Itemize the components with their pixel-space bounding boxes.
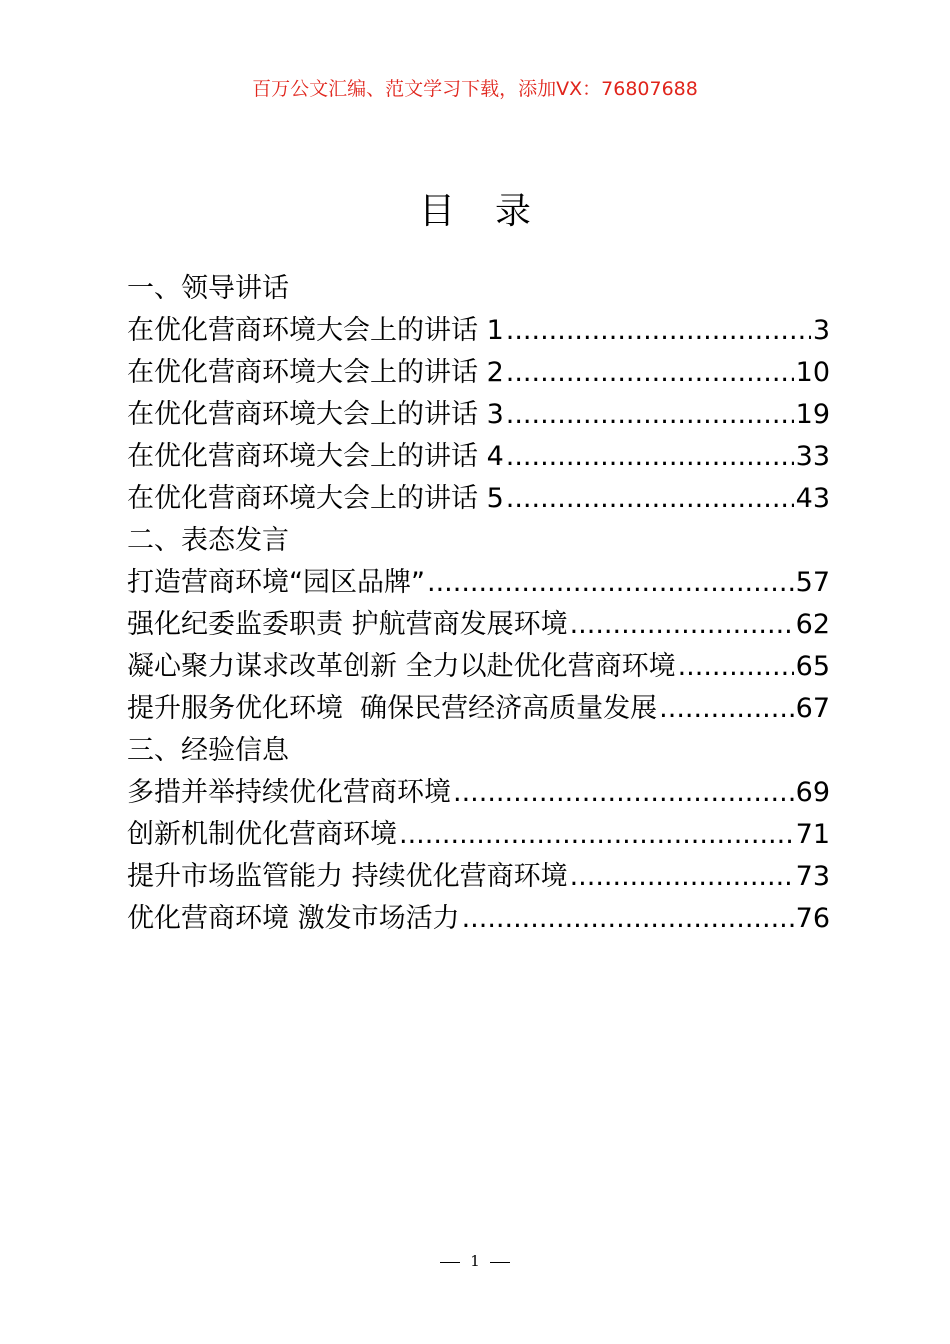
dot-leader [659,688,793,730]
toc-entry-label: 强化纪委监委职责 护航营商发展环境 [127,609,568,640]
toc-entry-page: 71 [795,819,830,850]
toc-entry-page: 57 [795,567,830,598]
toc-entry-page: 43 [795,483,830,514]
dot-leader [427,562,794,604]
dot-leader [678,646,794,688]
toc-entry[interactable] [127,436,830,478]
dot-leader [399,814,794,856]
toc-entry[interactable] [127,688,830,730]
toc-entry-page: 3 [812,315,830,346]
footer-page-number: 1 [470,1252,480,1270]
toc-entry[interactable] [127,898,830,940]
toc-entry-label: 提升服务优化环境 确保民营经济高质量发展 [127,693,658,724]
toc-entry-label: 提升市场监管能力 持续优化营商环境 [127,861,568,892]
toc-entry[interactable] [127,394,830,436]
toc-entry-page: 73 [795,861,830,892]
table-of-contents [127,268,830,940]
footer-dash-right [490,1262,510,1263]
section-heading: 一、领导讲话 [127,273,289,304]
toc-entry-label: 凝心聚力谋求改革创新 全力以赴优化营商环境 [127,651,676,682]
footer-dash-left [440,1262,460,1263]
toc-entry-label: 在优化营商环境大会上的讲话 1 [127,315,504,346]
toc-entry[interactable] [127,310,830,352]
toc-entry[interactable] [127,352,830,394]
toc-entry-label: 优化营商环境 激发市场活力 [127,903,460,934]
toc-entry-label: 在优化营商环境大会上的讲话 3 [127,399,504,430]
toc-entry[interactable] [127,478,830,520]
toc-entry-page: 33 [795,441,830,472]
dot-leader [570,856,794,898]
header-notice: 百万公文汇编、范文学习下载，添加VX：76807688 [252,78,698,100]
toc-entry[interactable] [127,604,830,646]
toc-entry[interactable] [127,814,830,856]
toc-entry-label: 创新机制优化营商环境 [127,819,397,850]
page-footer [0,1252,950,1270]
toc-entry[interactable] [127,646,830,688]
toc-entry-page: 76 [795,903,830,934]
page-title: 目录 [418,191,571,232]
toc-entry-page: 69 [795,777,830,808]
toc-entry[interactable] [127,562,830,604]
toc-entry-page: 67 [795,693,830,724]
dot-leader [506,478,794,520]
section-heading: 二、表态发言 [127,525,289,556]
dot-leader [506,352,794,394]
dot-leader [506,436,794,478]
toc-entry[interactable] [127,772,830,814]
toc-entry-page: 65 [795,651,830,682]
dot-leader [462,898,794,940]
toc-entry-page: 19 [795,399,830,430]
toc-entry-page: 10 [795,357,830,388]
dot-leader [506,394,794,436]
toc-entry-label: 多措并举持续优化营商环境 [127,777,451,808]
toc-entry-label: 在优化营商环境大会上的讲话 4 [127,441,504,472]
toc-entry-page: 62 [795,609,830,640]
dot-leader [453,772,794,814]
toc-entry-label: 在优化营商环境大会上的讲话 2 [127,357,504,388]
toc-entry-label: 打造营商环境“园区品牌” [127,567,425,598]
toc-entry-label: 在优化营商环境大会上的讲话 5 [127,483,504,514]
dot-leader [570,604,794,646]
toc-entry[interactable] [127,856,830,898]
section-heading: 三、经验信息 [127,735,289,766]
dot-leader [506,310,811,352]
